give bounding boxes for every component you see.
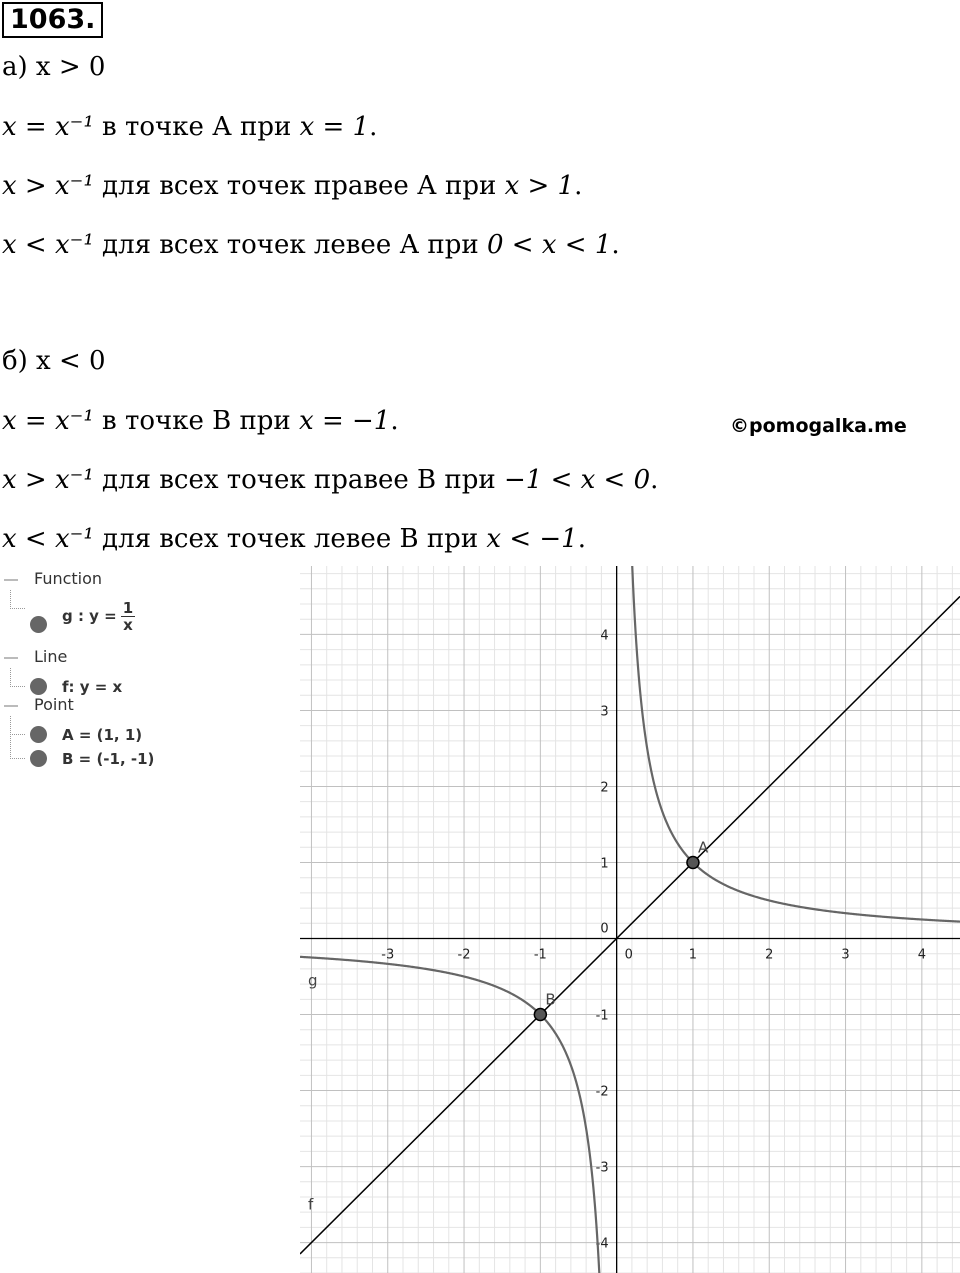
x-tick-label: 2	[765, 947, 774, 963]
category-function: Function	[34, 569, 103, 588]
part-a-line-3: x < x⁻¹ для всех точек левее А при 0 < x < 1.	[2, 230, 620, 260]
point-label-B: B	[545, 990, 556, 1009]
origin-tick-label: 0	[600, 921, 609, 937]
y-tick-label: -2	[595, 1084, 609, 1100]
x-tick-label: 4	[917, 947, 926, 963]
x-tick-label: -2	[457, 947, 471, 963]
collapse-line-icon[interactable]	[4, 657, 18, 659]
tick-labels	[381, 628, 926, 1251]
category-line: Line	[34, 647, 68, 666]
fraction: $\frac{1}{x}$	[122, 599, 134, 634]
point-B	[534, 1009, 546, 1021]
part-a-heading: а) x > 0	[2, 52, 106, 82]
part-a-line-2: x > x⁻¹ для всех точек правее А при x > 1.	[2, 171, 583, 201]
x-tick-label: -3	[381, 947, 395, 963]
y-tick-label: 4	[600, 628, 609, 644]
visibility-toggle-a[interactable]	[30, 726, 47, 743]
graphics-view[interactable]	[300, 566, 960, 1273]
part-b-line-3: x < x⁻¹ для всех точек левее В при x < −1.	[2, 524, 586, 554]
origin-tick-label: 0	[624, 947, 633, 963]
series-label-f: f	[308, 1195, 314, 1214]
x-tick-label: 3	[841, 947, 850, 963]
tree-connector	[10, 716, 25, 735]
collapse-function-icon[interactable]	[4, 579, 18, 581]
visibility-toggle-f[interactable]	[30, 678, 47, 695]
x-tick-label: -1	[533, 947, 547, 963]
y-tick-label: -3	[595, 1160, 609, 1176]
watermark: ©pomogalka.me	[730, 415, 907, 437]
algebra-item-a[interactable]: A = (1, 1)	[62, 726, 143, 744]
visibility-toggle-b[interactable]	[30, 750, 47, 767]
point-A	[687, 856, 699, 868]
algebra-item-f[interactable]: f: y = x	[62, 678, 123, 696]
tree-connector	[10, 590, 25, 609]
y-tick-label: 3	[600, 704, 609, 720]
x-tick-label: 1	[688, 947, 698, 963]
y-tick-label: 1	[600, 856, 609, 872]
y-tick-label: -4	[595, 1236, 609, 1252]
visibility-toggle-g[interactable]	[30, 616, 47, 633]
tree-connector	[10, 668, 25, 687]
part-b-line-2: x > x⁻¹ для всех точек правее В при −1 < x < 0.	[2, 465, 659, 495]
category-point: Point	[34, 695, 74, 714]
part-b-heading: б) x < 0	[2, 346, 106, 376]
part-b-line-1: x = x⁻¹ в точке В при x = −1.	[2, 406, 399, 436]
series-label-g: g	[308, 971, 318, 990]
y-tick-label: 2	[600, 780, 609, 796]
algebra-item-g[interactable]: g : y = $\frac{1}{x}$	[62, 599, 134, 634]
problem-number: 1063.	[2, 2, 103, 38]
points	[534, 838, 709, 1020]
tree-connector	[10, 734, 25, 759]
y-tick-label: -1	[595, 1008, 609, 1024]
part-a-line-1: x = x⁻¹ в точке А при x = 1.	[2, 112, 378, 142]
collapse-point-icon[interactable]	[4, 705, 18, 707]
point-label-A: A	[697, 838, 709, 857]
algebra-item-b[interactable]: B = (-1, -1)	[62, 750, 155, 768]
